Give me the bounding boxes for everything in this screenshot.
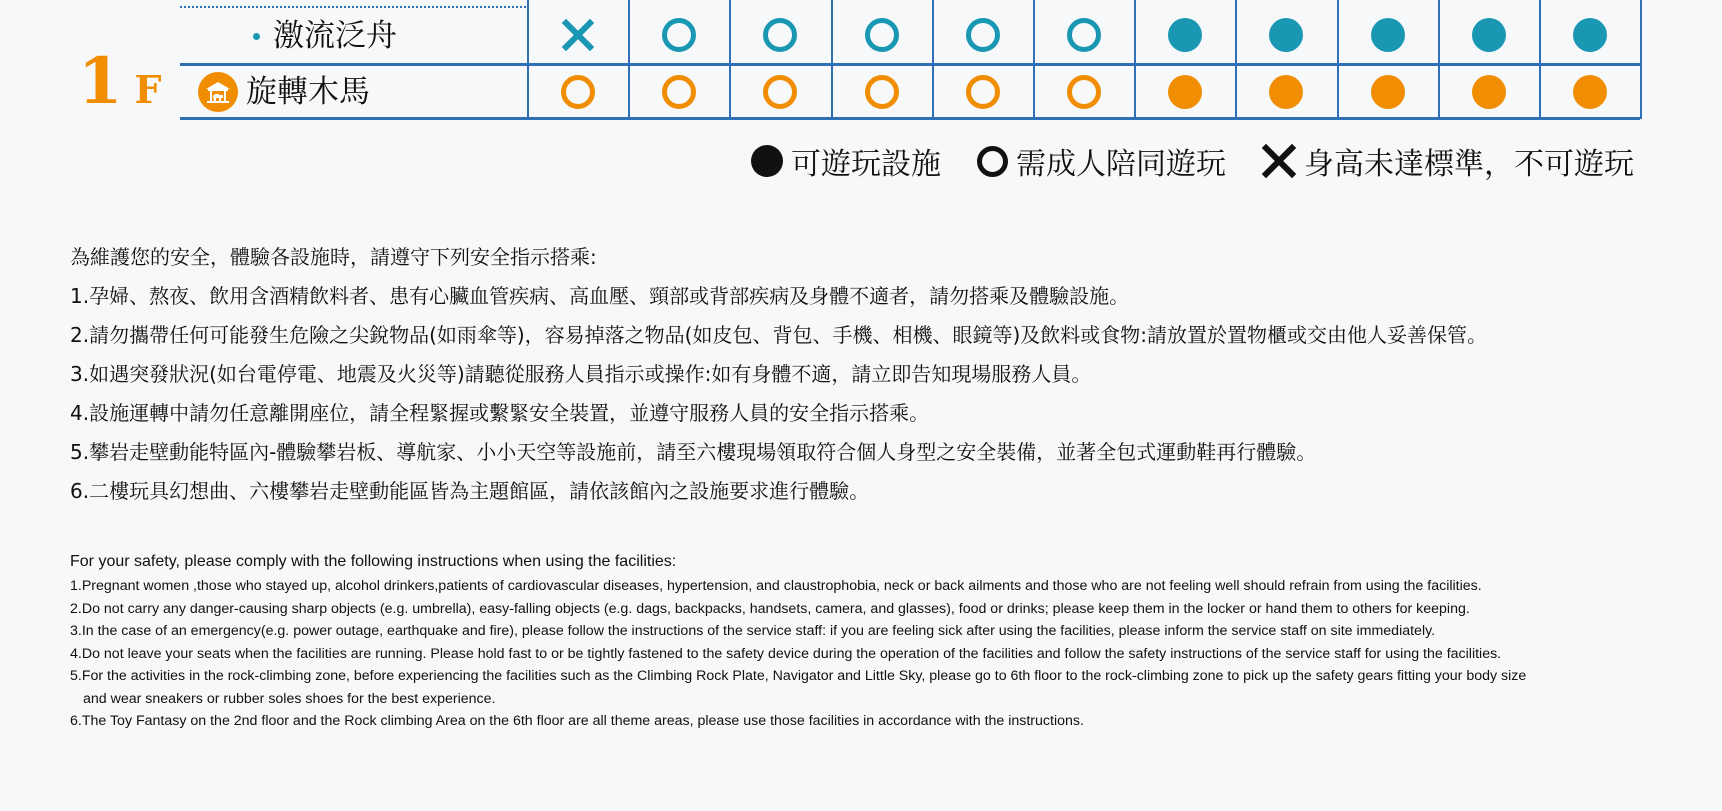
status-cell — [831, 7, 932, 63]
status-cell — [729, 7, 830, 63]
safety-notes-zh — [70, 238, 1690, 511]
notes-zh-title: 為維護您的安全，體驗各設施時，請遵守下列安全指示搭乘: — [70, 245, 597, 269]
legend-not-allowed-label: 身高未達標準，不可遊玩 — [1304, 147, 1634, 182]
open-circle-icon — [865, 18, 899, 52]
notes-en-item: 4.Do not leave your seats when the facilities are running. Please hold fast to or be tightly fastened to the safety device during the operation of the facilities and follow the safety instructions of the service staff for using the facilities. — [70, 645, 1502, 662]
status-cell — [628, 7, 729, 63]
legend-not-allowed — [1262, 139, 1634, 183]
facility-table — [0, 0, 1722, 125]
open-circle-icon — [977, 146, 1008, 177]
status-cell — [1438, 7, 1539, 63]
status-cell — [1539, 7, 1640, 63]
floor-letter: F — [134, 67, 162, 112]
notes-en-item: 5.For the activities in the rock-climbing zone, before experiencing the facilities such as the Climbing Rock Plate, Navigator and Little Sky, please go to 6th floor to the rock-climbing zone to pick up the safety gears fitting your body size — [70, 668, 1527, 684]
legend-available-label: 可遊玩設施 — [791, 147, 941, 182]
legend-available — [751, 139, 941, 183]
filled-circle-icon — [1168, 75, 1202, 109]
row-name-text: 旋轉木馬 — [246, 74, 370, 110]
open-circle-icon — [662, 18, 696, 52]
filled-circle-icon — [751, 145, 783, 177]
status-cell — [1134, 7, 1235, 63]
floor-label — [78, 44, 162, 119]
filled-circle-icon — [1472, 18, 1506, 52]
notes-en-item: 6.The Toy Fantasy on the 2nd floor and the Rock climbing Area on the 6th floor are all theme areas, please use those facilities in accordance with the instructions. — [70, 713, 1084, 729]
status-cell — [628, 64, 729, 120]
status-cell — [1235, 7, 1336, 63]
notes-zh-item: 1.孕婦、熬夜、飲用含酒精飲料者、患有心臟血管疾病、高血壓、頸部或背部疾病及身體不適者，請勿搭乘及體驗設施。 — [70, 284, 1130, 308]
legend — [715, 139, 1634, 183]
filled-circle-icon — [1472, 75, 1506, 109]
open-circle-icon — [662, 75, 696, 109]
floor-number: 1 — [78, 44, 123, 119]
legend-accompanied — [977, 139, 1226, 183]
status-cell — [1539, 64, 1640, 120]
notes-zh-item: 4.設施運轉中請勿任意離開座位，請全程緊握或繫緊安全裝置，並遵守服務人員的安全指示搭乘。 — [70, 401, 930, 425]
status-cell — [1337, 7, 1438, 63]
notes-zh-item: 3.如遇突發狀況(如台電停電、地震及火災等)請聽從服務人員指示或操作:如有身體不適，請立即告知現場服務人員。 — [70, 362, 1092, 386]
status-cell — [1337, 64, 1438, 120]
cross-icon — [561, 18, 595, 52]
open-circle-icon — [966, 75, 1000, 109]
status-cell — [1033, 64, 1134, 120]
status-cell — [527, 7, 628, 63]
notes-zh-item: 5.攀岩走壁動能特區內-體驗攀岩板、導航家、小小天空等設施前，請至六樓現場領取符合個人身型之安全裝備，並著全包式運動鞋再行體驗。 — [70, 440, 1317, 464]
row-label-rafting — [253, 16, 397, 56]
row-label-carousel — [198, 72, 370, 112]
status-cell — [1033, 7, 1134, 63]
open-circle-icon — [763, 75, 797, 109]
open-circle-icon — [865, 75, 899, 109]
notes-en-item-continued: and wear sneakers or rubber soles shoes for the best experience. — [83, 690, 496, 707]
column-divider — [1640, 0, 1642, 119]
notes-en-item: 2.Do not carry any danger-causing sharp objects (e.g. umbrella), easy-falling objects (e.g. dags, backpacks, handsets, camera, and glasses), food or drinks; please keep them in the locker or hand them to others for keeping. — [70, 600, 1470, 617]
carousel-icon — [198, 72, 238, 112]
status-cell — [729, 64, 830, 120]
open-circle-icon — [763, 18, 797, 52]
table-top-border — [180, 6, 526, 8]
filled-circle-icon — [1371, 18, 1405, 52]
filled-circle-icon — [1168, 18, 1202, 52]
filled-circle-icon — [1573, 75, 1607, 109]
notes-en-title: For your safety, please comply with the following instructions when using the facilities: — [70, 553, 677, 570]
status-cell — [831, 64, 932, 120]
status-cell — [527, 64, 628, 120]
notes-zh-item: 2.請勿攜帶任何可能發生危險之尖銳物品(如雨傘等)，容易掉落之物品(如皮包、背包、手機、相機、眼鏡等)及飲料或食物:請放置於置物櫃或交由他人妥善保管。 — [70, 323, 1488, 347]
open-circle-icon — [966, 18, 1000, 52]
notes-en-item: 3.In the case of an emergency(e.g. power outage, earthquake and fire), please follow the instructions of the service staff: if you are feeling sick after using the facilities, please inform the service staff on site immediately. — [70, 623, 1436, 639]
safety-notes-en — [70, 551, 1700, 733]
filled-circle-icon — [1371, 75, 1405, 109]
status-cell — [1438, 64, 1539, 120]
notes-en-item: 1.Pregnant women ,those who stayed up, alcohol drinkers,patients of cardiovascular diseases, hypertension, and claustrophobia, neck or back ailments and those who are not feeling well should refrain from using the facilities. — [70, 578, 1482, 594]
status-cell — [932, 64, 1033, 120]
open-circle-icon — [561, 75, 595, 109]
legend-accompanied-label: 需成人陪同遊玩 — [1016, 147, 1226, 182]
filled-circle-icon — [1269, 18, 1303, 52]
filled-circle-icon — [1573, 18, 1607, 52]
filled-circle-icon — [1269, 75, 1303, 109]
row-name-text: 激流泛舟 — [273, 18, 397, 54]
notes-zh-item: 6.二樓玩具幻想曲、六樓攀岩走壁動能區皆為主題館區，請依該館內之設施要求進行體驗。 — [70, 479, 870, 503]
status-cell — [1134, 64, 1235, 120]
status-cell — [932, 7, 1033, 63]
status-cell — [1235, 64, 1336, 120]
open-circle-icon — [1067, 18, 1101, 52]
open-circle-icon — [1067, 75, 1101, 109]
cross-icon — [1262, 144, 1296, 178]
